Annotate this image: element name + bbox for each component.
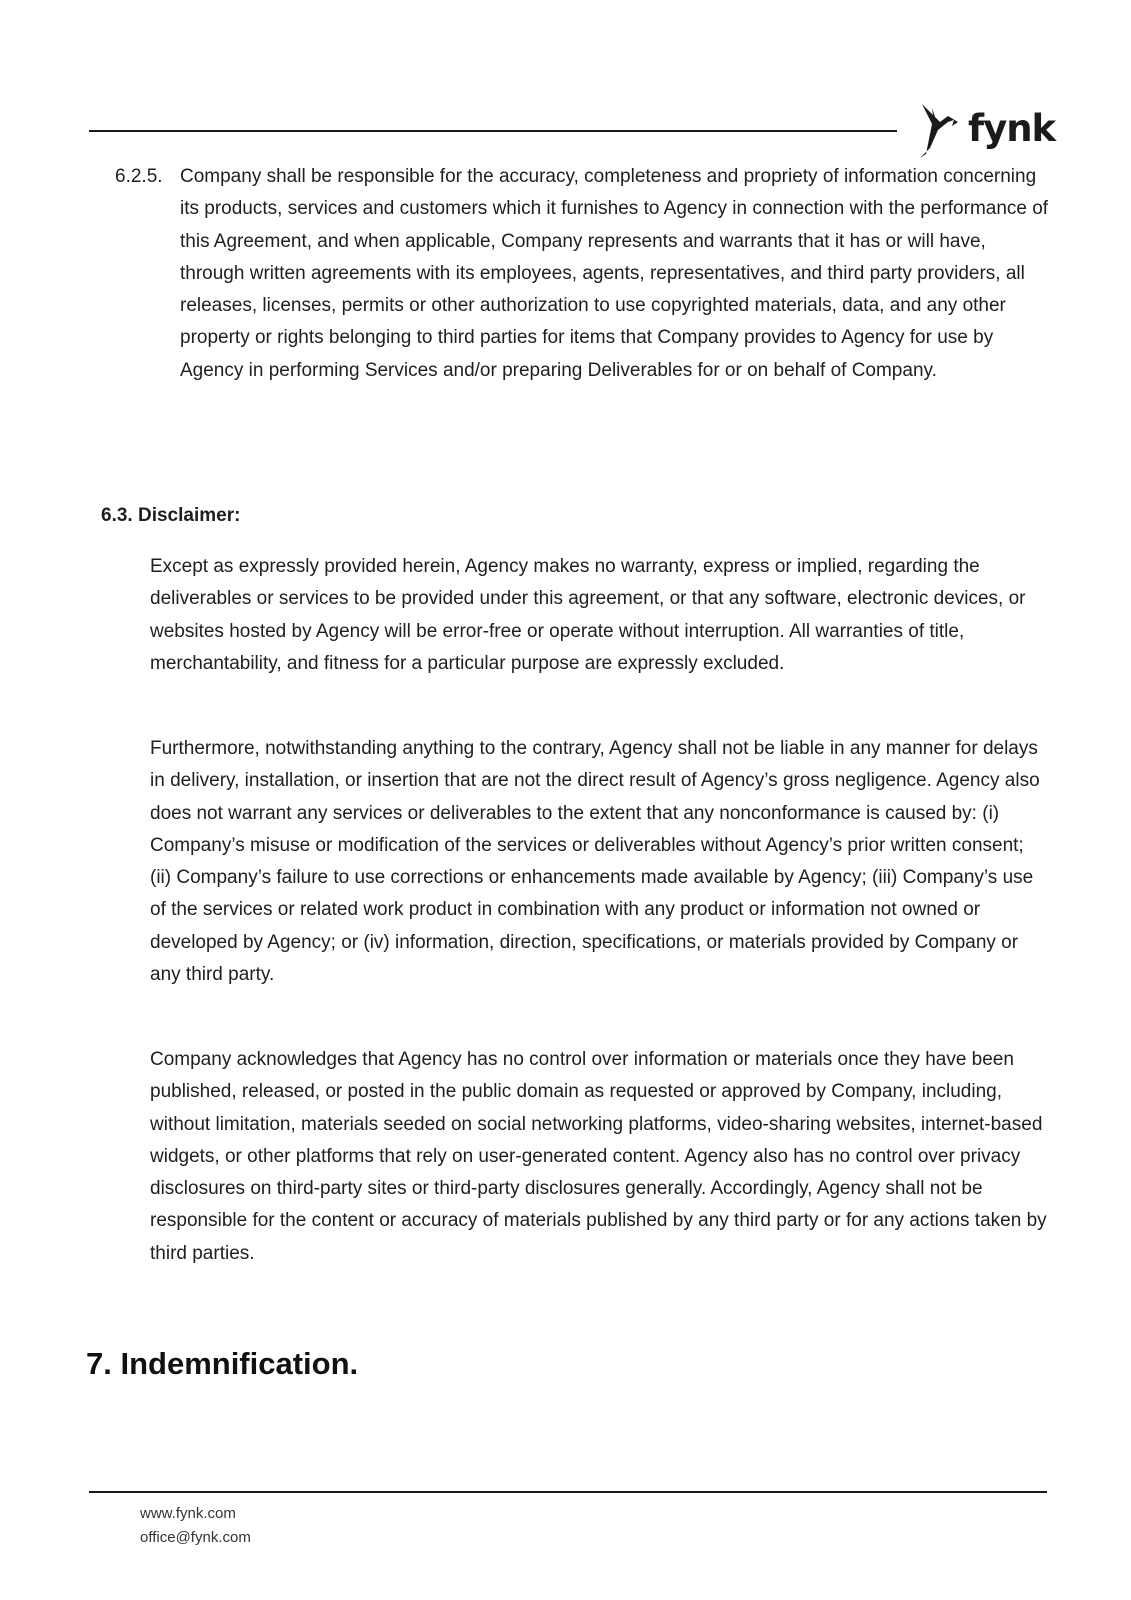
bird-logo-icon xyxy=(918,104,960,158)
fynk-logo xyxy=(918,104,1055,158)
footer-email-link[interactable]: office@fynk.com xyxy=(140,1529,251,1546)
clause-number: 6.2.5. xyxy=(115,166,163,187)
indemnification-heading: 7. Indemnification. xyxy=(86,1346,359,1381)
disclaimer-paragraph-2: Furthermore, notwithstanding anything to the contrary, Agency shall not be liable in any manner for delays in delivery, installation, or insertion that are not the direct result of Agency’s gross negligence. Agency also does not warrant any services or deliverables to the extent that any nonconformance is caused by: (i) Company’s misuse or modification of the services or deliverables without Agency’s prior written consent; (ii) Company’s failure to use corrections or enhancements made available by Agency; (iii) Company’s use of the services or related work product in combination with any product or information not owned or developed by Agency; or (iv) information, direction, specifications, or materials provided by Company or any third party. xyxy=(150,738,1040,986)
footer-website-link[interactable]: www.fynk.com xyxy=(140,1505,236,1522)
logo-wordmark: fynk xyxy=(968,106,1056,150)
disclaimer-heading: 6.3. Disclaimer: xyxy=(101,505,241,526)
header-divider xyxy=(89,130,897,132)
disclaimer-paragraph-1: Except as expressly provided herein, Agency makes no warranty, express or implied, regarding the deliverables or services to be provided under this agreement, or that any software, electronic devices, or websites hosted by Agency will be error-free or operate without interruption. All warranties of title, merchantability, and fitness for a particular purpose are expressly excluded. xyxy=(150,556,1026,674)
disclaimer-paragraph-3: Company acknowledges that Agency has no control over information or materials once they have been published, released, or posted in the public domain as requested or approved by Company, including, without limitation, materials seeded on social networking platforms, video-sharing websites, internet-based widgets, or other platforms that rely on user-generated content. Agency also has no control over privacy disclosures on third-party sites or third-party disclosures generally. Accordingly, Agency shall not be responsible for the content or accuracy of materials published by any third party or for any actions taken by third parties. xyxy=(150,1049,1047,1264)
clause-6-2-5-text: Company shall be responsible for the accuracy, completeness and propriety of information concerning its products, services and customers which it furnishes to Agency in connection with the performance of this Agreement, and when applicable, Company represents and warrants that it has or will have, through written agreements with its employees, agents, representatives, and third party providers, all releases, licenses, permits or other authorization to use copyrighted materials, data, and any other property or rights belonging to third parties for items that Company provides to Agency for use by Agency in performing Services and/or preparing Deliverables for or on behalf of Company. xyxy=(180,166,1049,381)
footer-divider xyxy=(89,1491,1047,1493)
